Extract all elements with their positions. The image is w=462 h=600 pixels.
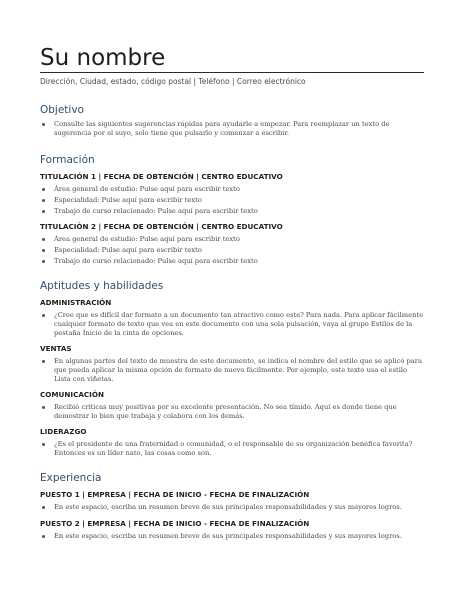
skills-heading-communication[interactable]: COMUNICACIÓN	[40, 390, 104, 399]
skills-list-sales	[40, 357, 424, 384]
contact-line[interactable]: Dirección, Ciudad, estado, código postal | Teléfono | Correo electrónico	[40, 77, 306, 86]
education-2-item-1[interactable]: Área general de estudio: Pulse aquí para escribir texto	[40, 235, 424, 244]
experience-list-1	[40, 503, 424, 512]
education-section	[40, 154, 424, 266]
resume-name[interactable]: Su nombre	[40, 45, 166, 71]
education-heading-2[interactable]: TITULACIÓN 2 | FECHA DE OBTENCIÓN | CENTRO EDUCATIVO	[40, 222, 283, 231]
experience-heading-2[interactable]: PUESTO 2 | EMPRESA | FECHA DE INICIO - FECHA DE FINALIZACIÓN	[40, 519, 310, 528]
education-2-item-3[interactable]: Trabajo de curso relacionado: Pulse aquí para escribir texto	[40, 257, 424, 266]
experience-heading-1[interactable]: PUESTO 1 | EMPRESA | FECHA DE INICIO - FECHA DE FINALIZACIÓN	[40, 490, 310, 499]
experience-section	[40, 472, 424, 541]
education-1-item-3[interactable]: Trabajo de curso relacionado: Pulse aquí para escribir texto	[40, 207, 424, 216]
skills-title: Aptitudes y habilidades	[40, 280, 164, 292]
education-1-item-2[interactable]: Especialidad: Pulse aquí para escribir texto	[40, 196, 424, 205]
education-list-1	[40, 185, 424, 216]
experience-title: Experiencia	[40, 472, 102, 484]
resume-page	[40, 44, 424, 541]
education-title: Formación	[40, 154, 95, 166]
objective-title: Objetivo	[40, 104, 84, 116]
skills-list-administration	[40, 311, 424, 338]
skills-leadership-text[interactable]: ¿Es el presidente de una fraternidad o comunidad, o el responsable de su organización benéfica favorita? Entonces es un líder nato, las cosas como son.	[40, 440, 424, 458]
skills-sales-text[interactable]: En algunas partes del texto de muestra de este documento, se indica el nombre del estilo que se aplicó para que pueda aplicar la misma opción de formato de nuevo fácilmente. Por ejemplo, este texto usa el estilo Lista con viñetas.	[40, 357, 424, 384]
header-rule	[40, 72, 424, 73]
skills-heading-leadership[interactable]: LIDERAZGO	[40, 427, 87, 436]
skills-heading-sales[interactable]: VENTAS	[40, 344, 72, 353]
skills-list-communication	[40, 403, 424, 421]
skills-list-leadership	[40, 440, 424, 458]
education-1-item-1[interactable]: Área general de estudio: Pulse aquí para escribir texto	[40, 185, 424, 194]
skills-heading-administration[interactable]: ADMINISTRACIÓN	[40, 298, 112, 307]
objective-section	[40, 104, 424, 138]
education-list-2	[40, 235, 424, 266]
experience-2-text[interactable]: En este espacio, escriba un resumen breve de sus principales responsabilidades y sus mayores logros.	[40, 532, 424, 541]
skills-section	[40, 280, 424, 458]
education-heading-1[interactable]: TITULACIÓN 1 | FECHA DE OBTENCIÓN | CENTRO EDUCATIVO	[40, 172, 283, 181]
experience-1-text[interactable]: En este espacio, escriba un resumen breve de sus principales responsabilidades y sus mayores logros.	[40, 503, 424, 512]
skills-administration-text[interactable]: ¿Cree que es difícil dar formato a un documento tan atractivo como este? Para nada. Para aplicar fácilmente cualquier formato de texto que vea en este documento con una sola pulsación, vaya al grupo Estilos de la pestaña Inicio de la cinta de opciones.	[40, 311, 424, 338]
education-2-item-2[interactable]: Especialidad: Pulse aquí para escribir texto	[40, 246, 424, 255]
experience-list-2	[40, 532, 424, 541]
skills-communication-text[interactable]: Recibió críticas muy positivas por su excelente presentación. No sea tímido. Aquí es donde tiene que demostrar lo bien que trabaja y colabora con los demás.	[40, 403, 424, 421]
objective-list	[40, 120, 424, 138]
objective-text[interactable]: Consulte las siguientes sugerencias rápidas para ayudarle a empezar. Para reemplazar un texto de sugerencia por el suyo, solo tiene que pulsarlo y comenzar a escribir.	[40, 120, 424, 138]
